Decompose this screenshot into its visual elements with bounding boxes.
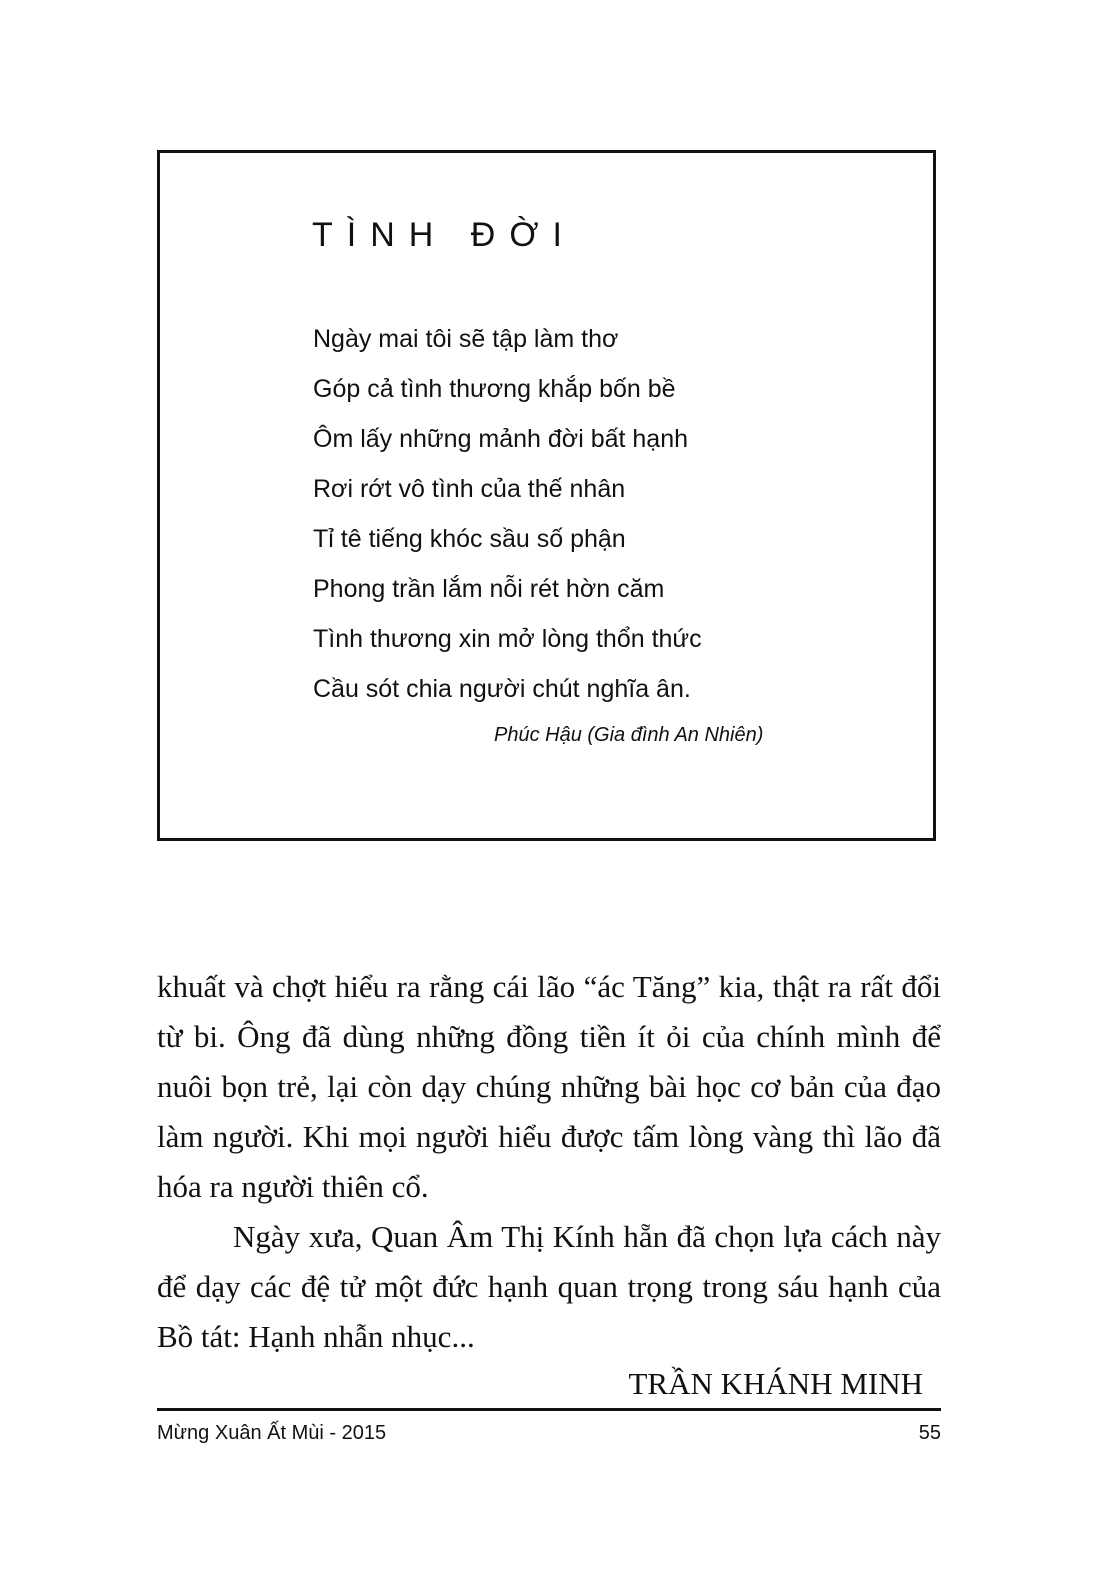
poem-lines: [313, 318, 702, 718]
article-body: [157, 962, 941, 1362]
footer-publication: Mừng Xuân Ất Mùi - 2015: [157, 1422, 387, 1444]
poem-line: Tình thương xin mở lòng thổn thức: [313, 625, 702, 653]
poem-line: Cầu sót chia người chút nghĩa ân.: [313, 675, 691, 703]
poem-title: TÌNH ĐỜI: [312, 216, 576, 254]
poem-line: Ngày mai tôi sẽ tập làm thơ: [313, 325, 619, 353]
poem-line: Phong trần lắm nỗi rét hờn căm: [313, 575, 665, 603]
page-number: 55: [918, 1422, 941, 1444]
poem-line: Tỉ tê tiếng khóc sầu số phận: [313, 525, 626, 553]
poem-line: Ôm lấy những mảnh đời bất hạnh: [313, 425, 689, 453]
article-paragraph: Ngày xưa, Quan Âm Thị Kính hẵn đã chọn lựa cách này để dạy các đệ tử một đức hạnh quan trọng trong sáu hạnh của Bồ tát: Hạnh nhẫn nhục...: [157, 1219, 941, 1354]
poem-line: Góp cả tình thương khắp bốn bề: [313, 375, 676, 403]
article-signature: TRẦN KHÁNH MINH: [628, 1366, 923, 1401]
poem-line: Rơi rớt vô tình của thế nhân: [313, 475, 626, 503]
poem-author: Phúc Hậu (Gia đình An Nhiên): [494, 724, 764, 746]
article-paragraph: khuất và chợt hiểu ra rằng cái lão “ác Tăng” kia, thật ra rất đổi từ bi. Ông đã dùng những đồng tiền ít ỏi của chính mình để nuôi bọn trẻ, lại còn dạy chúng những bài học cơ bản của đạo làm người. Khi mọi người hiểu được tấm lòng vàng thì lão đã hóa ra người thiên cổ.: [157, 969, 941, 1204]
footer-divider: [157, 1408, 941, 1411]
